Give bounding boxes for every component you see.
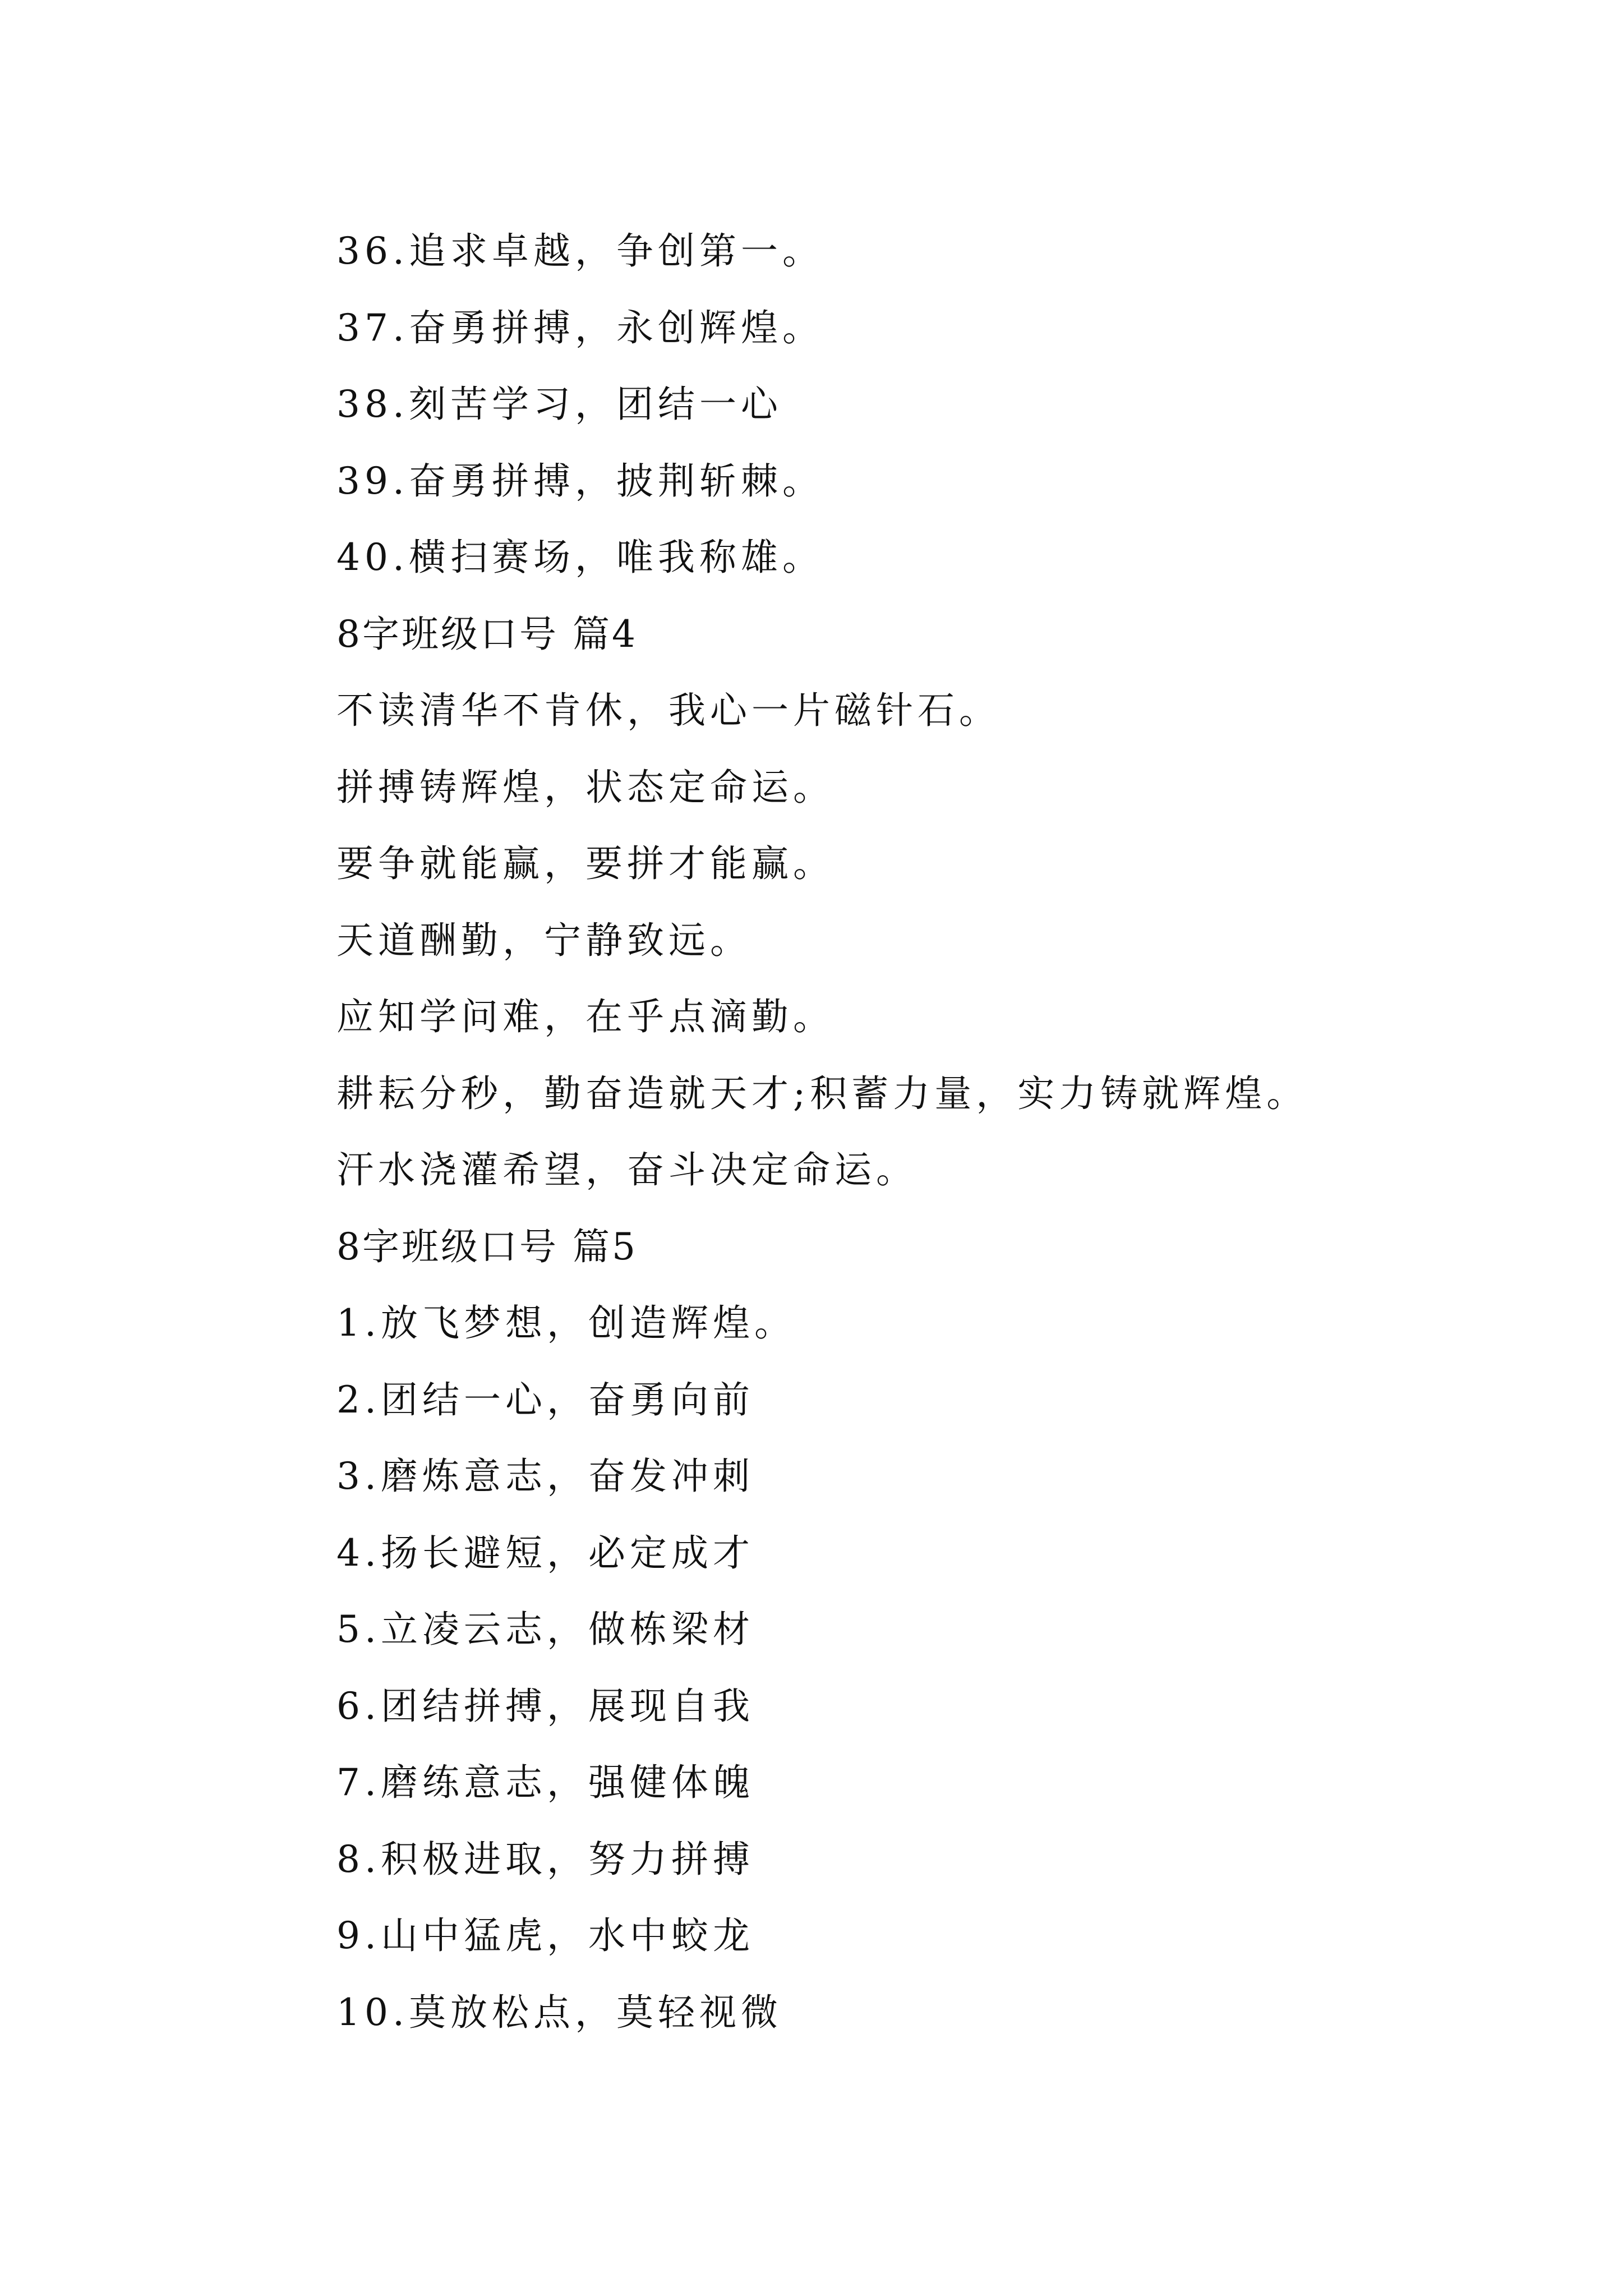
section-heading: 8字班级口号 篇4: [336, 612, 638, 656]
slogan-line: 要争就能赢，要拼才能赢。: [336, 842, 834, 885]
slogan-line: 37.奋勇拼搏，永创辉煌。: [336, 306, 824, 349]
slogan-line: 7.磨练意志，强健体魄: [336, 1761, 754, 1804]
section-heading: 8字班级口号 篇5: [336, 1225, 638, 1268]
slogan-line: 应知学问难，在乎点滴勤。: [336, 995, 834, 1038]
slogan-line: 38.刻苦学习，团结一心: [336, 383, 782, 426]
slogan-line: 汗水浇灌希望，奋斗决定命运。: [336, 1148, 917, 1191]
slogan-line: 不读清华不肯休，我心一片磁针石。: [336, 689, 1000, 732]
slogan-line: 天道酬勤，宁静致远。: [336, 918, 751, 962]
slogan-line: 10.莫放松点，莫轻视微: [336, 1990, 782, 2034]
slogan-line: 4.扬长避短，必定成才: [336, 1531, 754, 1575]
slogan-line: 拼搏铸辉煌，状态定命运。: [336, 765, 834, 809]
slogan-line: 耕耘分秒，勤奋造就天才;积蓄力量，实力铸就辉煌。: [336, 1071, 1308, 1115]
slogan-line: 40.横扫赛场，唯我称雄。: [336, 536, 824, 579]
slogan-line: 2.团结一心，奋勇向前: [336, 1378, 754, 1421]
slogan-line: 5.立凌云志，做栋梁材: [336, 1608, 754, 1651]
slogan-line: 9.山中猛虎，水中蛟龙: [336, 1914, 754, 1957]
document-body: [336, 213, 1570, 2051]
slogan-line: 8.积极进取，努力拼搏: [336, 1837, 754, 1881]
slogan-line: 39.奋勇拼搏，披荆斩棘。: [336, 459, 824, 503]
slogan-line: 36.追求卓越，争创第一。: [336, 229, 824, 273]
slogan-line: 6.团结拼搏，展现自我: [336, 1684, 754, 1728]
slogan-line: 3.磨炼意志，奋发冲刺: [336, 1455, 754, 1498]
slogan-line: 1.放飞梦想，创造辉煌。: [336, 1301, 796, 1345]
